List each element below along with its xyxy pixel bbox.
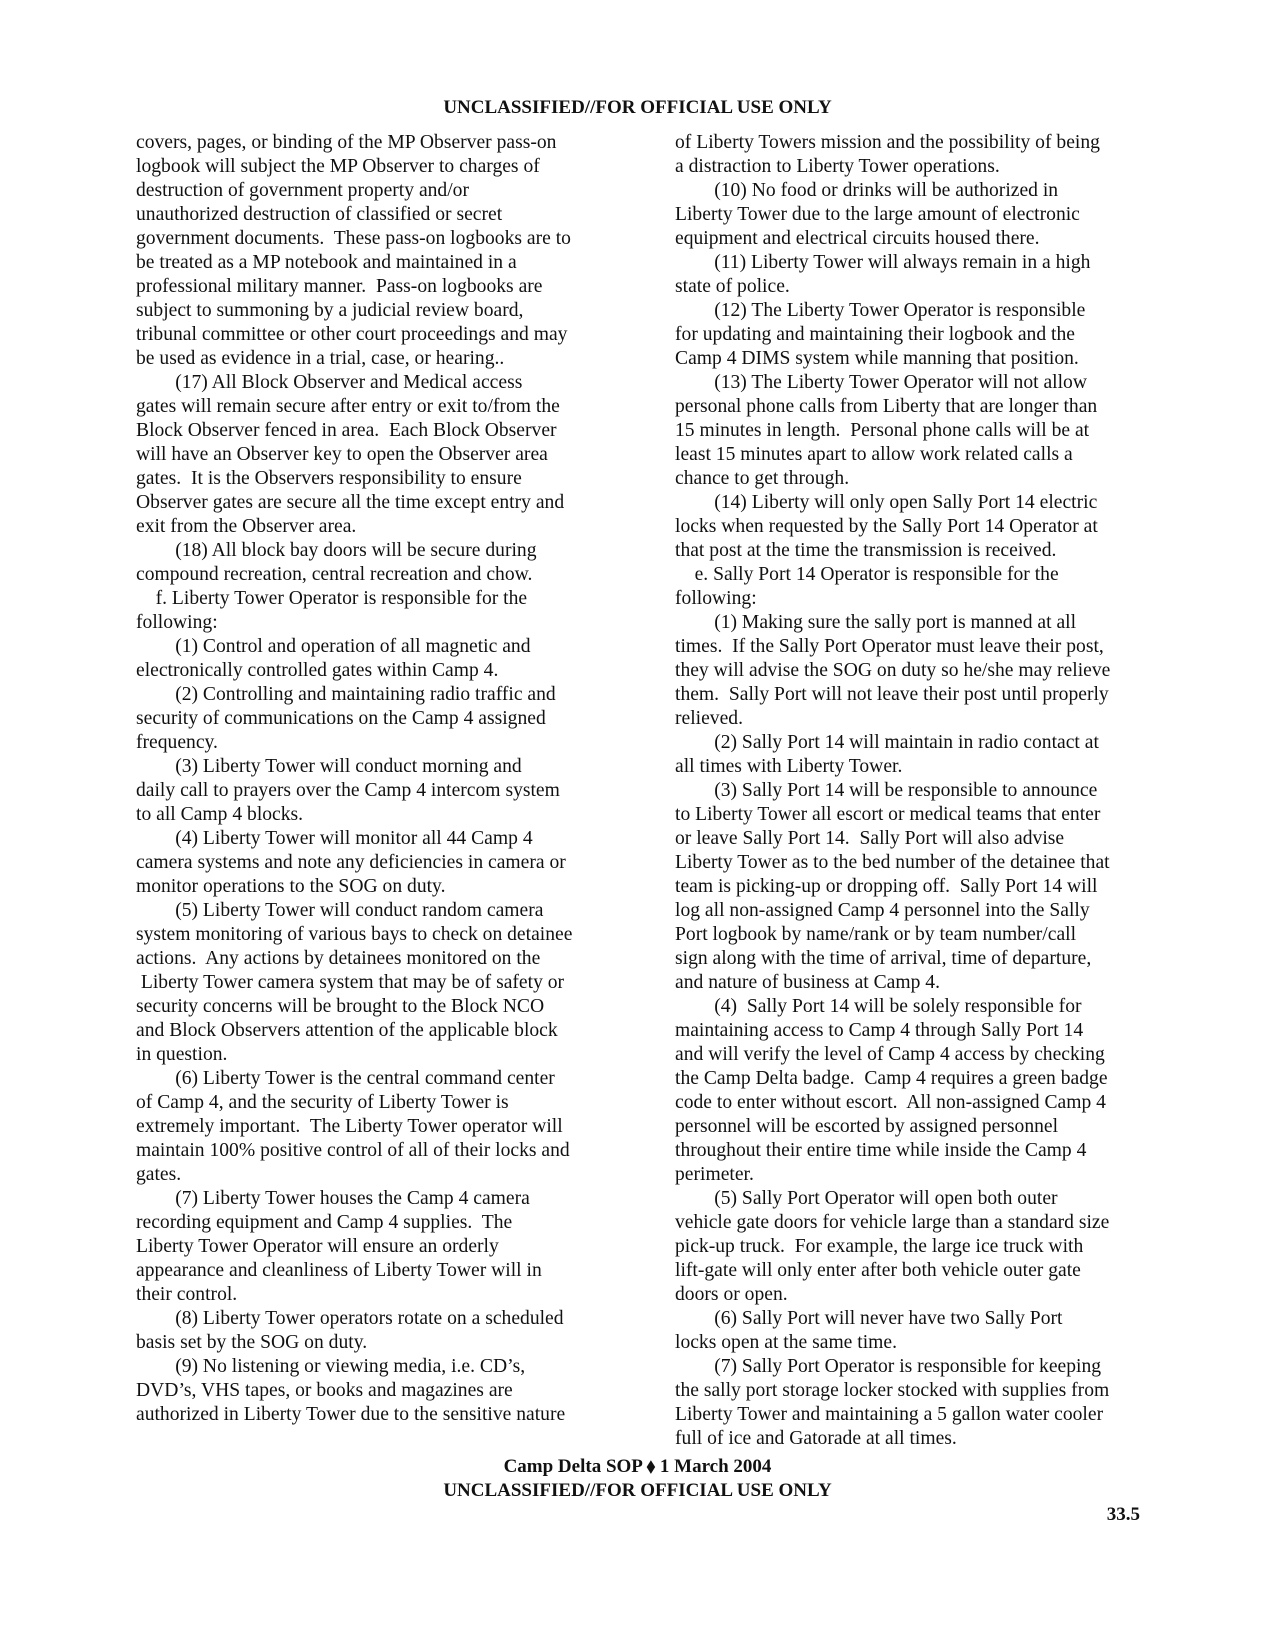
text-line: compound recreation, central recreation and chow. <box>136 564 533 585</box>
text-line: system monitoring of various bays to check on detainee <box>136 924 573 945</box>
text-line: them. Sally Port will not leave their post until properly <box>675 684 1109 705</box>
text-line: (6) Liberty Tower is the central command center <box>136 1068 555 1089</box>
text-line: throughout their entire time while inside the Camp 4 <box>675 1140 1087 1161</box>
text-line: 15 minutes in length. Personal phone calls will be at <box>675 420 1090 441</box>
classification-header <box>0 96 1275 120</box>
text-line: basis set by the SOG on duty. <box>136 1332 368 1353</box>
text-line: Camp 4 DIMS system while manning that position. <box>675 348 1079 369</box>
text-line: to all Camp 4 blocks. <box>136 804 304 825</box>
text-line: sign along with the time of arrival, time of departure, <box>675 948 1092 969</box>
text-line: (3) Liberty Tower will conduct morning and <box>136 756 522 777</box>
text-line: (4) Liberty Tower will monitor all 44 Camp 4 <box>136 828 533 849</box>
text-line: Port logbook by name/rank or by team number/call <box>675 924 1077 945</box>
text-line: lift-gate will only enter after both vehicle outer gate <box>675 1260 1081 1281</box>
text-line: relieved. <box>675 708 743 729</box>
text-line: (2) Controlling and maintaining radio traffic and <box>136 684 556 705</box>
text-line: government documents. These pass-on logbooks are to <box>136 228 571 249</box>
text-line: pick-up truck. For example, the large ice truck with <box>675 1236 1084 1257</box>
text-line: Liberty Tower due to the large amount of electronic <box>675 204 1080 225</box>
text-line: (5) Sally Port Operator will open both outer <box>675 1188 1058 1209</box>
text-line: or leave Sally Port 14. Sally Port will also advise <box>675 828 1065 849</box>
text-line: daily call to prayers over the Camp 4 intercom system <box>136 780 560 801</box>
text-line: logbook will subject the MP Observer to charges of <box>136 156 540 177</box>
text-line: professional military manner. Pass-on logbooks are <box>136 276 543 297</box>
text-line: destruction of government property and/or <box>136 180 469 201</box>
text-line: team is picking-up or dropping off. Sally Port 14 will <box>675 876 1098 897</box>
text-line: their control. <box>136 1284 238 1305</box>
text-line: log all non-assigned Camp 4 personnel into the Sally <box>675 900 1090 921</box>
text-line: following: <box>136 612 218 633</box>
text-line: following: <box>675 588 757 609</box>
left-text-column <box>136 131 621 1427</box>
text-line: in question. <box>136 1044 228 1065</box>
header-classification: UNCLASSIFIED//FOR OFFICIAL USE ONLY <box>443 97 832 118</box>
text-line: (17) All Block Observer and Medical access <box>136 372 523 393</box>
text-line: Block Observer fenced in area. Each Block Observer <box>136 420 557 441</box>
text-line: maintaining access to Camp 4 through Sally Port 14 <box>675 1020 1084 1041</box>
text-line: times. If the Sally Port Operator must leave their post, <box>675 636 1104 657</box>
text-line: DVD’s, VHS tapes, or books and magazines are <box>136 1380 513 1401</box>
text-line: security concerns will be brought to the Block NCO <box>136 996 545 1017</box>
text-line: all times with Liberty Tower. <box>675 756 903 777</box>
text-line: Liberty Tower Operator will ensure an orderly <box>136 1236 499 1257</box>
footer-classification: UNCLASSIFIED//FOR OFFICIAL USE ONLY <box>443 1480 832 1501</box>
text-line: the Camp Delta badge. Camp 4 requires a green badge <box>675 1068 1108 1089</box>
text-line: of Camp 4, and the security of Liberty Tower is <box>136 1092 509 1113</box>
text-line: that post at the time the transmission is received. <box>675 540 1057 561</box>
text-line: (13) The Liberty Tower Operator will not allow <box>675 372 1087 393</box>
text-line: authorized in Liberty Tower due to the sensitive nature <box>136 1404 566 1425</box>
text-line: (7) Liberty Tower houses the Camp 4 camera <box>136 1188 530 1209</box>
text-line: Liberty Tower as to the bed number of the detainee that <box>675 852 1110 873</box>
text-line: equipment and electrical circuits housed there. <box>675 228 1040 249</box>
text-line: extremely important. The Liberty Tower operator will <box>136 1116 563 1137</box>
text-line: (1) Control and operation of all magnetic and <box>136 636 531 657</box>
text-line: to Liberty Tower all escort or medical teams that enter <box>675 804 1101 825</box>
text-line: (2) Sally Port 14 will maintain in radio contact at <box>675 732 1099 753</box>
text-line: (11) Liberty Tower will always remain in a high <box>675 252 1091 273</box>
text-line: (5) Liberty Tower will conduct random camera <box>136 900 544 921</box>
text-line: will have an Observer key to open the Observer area <box>136 444 548 465</box>
text-line: be treated as a MP notebook and maintained in a <box>136 252 517 273</box>
text-line: personal phone calls from Liberty that are longer than <box>675 396 1098 417</box>
text-line: camera systems and note any deficiencies in camera or <box>136 852 566 873</box>
text-line: they will advise the SOG on duty so he/she may relieve <box>675 660 1111 681</box>
text-line: state of police. <box>675 276 790 297</box>
page-number: 33.5 <box>1106 1504 1140 1525</box>
text-line: chance to get through. <box>675 468 850 489</box>
text-line: e. Sally Port 14 Operator is responsible for the <box>675 564 1059 585</box>
footer-title: Camp Delta SOP ⬧ 1 March 2004 <box>503 1456 772 1477</box>
text-line: full of ice and Gatorade at all times. <box>675 1428 957 1449</box>
text-line: and Block Observers attention of the applicable block <box>136 1020 558 1041</box>
text-line: for updating and maintaining their logbook and the <box>675 324 1075 345</box>
text-line: Observer gates are secure all the time except entry and <box>136 492 565 513</box>
text-line: appearance and cleanliness of Liberty Tower will in <box>136 1260 542 1281</box>
text-line: monitor operations to the SOG on duty. <box>136 876 446 897</box>
text-line: covers, pages, or binding of the MP Observer pass-on <box>136 132 557 153</box>
document-footer <box>0 1455 1275 1503</box>
text-line: (7) Sally Port Operator is responsible for keeping <box>675 1356 1102 1377</box>
text-line: (12) The Liberty Tower Operator is responsible <box>675 300 1086 321</box>
text-line: and nature of business at Camp 4. <box>675 972 941 993</box>
text-line: of Liberty Towers mission and the possibility of being <box>675 132 1100 153</box>
text-line: locks open at the same time. <box>675 1332 897 1353</box>
text-line: gates. <box>136 1164 182 1185</box>
text-line: locks when requested by the Sally Port 14 Operator at <box>675 516 1098 537</box>
text-line: f. Liberty Tower Operator is responsible for the <box>136 588 528 609</box>
text-line: (1) Making sure the sally port is manned at all <box>675 612 1077 633</box>
text-line: exit from the Observer area. <box>136 516 357 537</box>
text-line: least 15 minutes apart to allow work related calls a <box>675 444 1073 465</box>
text-line: actions. Any actions by detainees monitored on the <box>136 948 541 969</box>
text-line: (4) Sally Port 14 will be solely responsible for <box>675 996 1082 1017</box>
text-line: vehicle gate doors for vehicle large than a standard size <box>675 1212 1110 1233</box>
text-line: subject to summoning by a judicial review board, <box>136 300 524 321</box>
text-line: personnel will be escorted by assigned personnel <box>675 1116 1059 1137</box>
text-line: the sally port storage locker stocked with supplies from <box>675 1380 1110 1401</box>
text-line: (9) No listening or viewing media, i.e. CD’s, <box>136 1356 526 1377</box>
text-line: (10) No food or drinks will be authorized in <box>675 180 1059 201</box>
text-line: gates will remain secure after entry or exit to/from the <box>136 396 560 417</box>
text-line: (3) Sally Port 14 will be responsible to announce <box>675 780 1098 801</box>
text-line: Liberty Tower camera system that may be of safety or <box>136 972 565 993</box>
text-line: frequency. <box>136 732 218 753</box>
text-line: maintain 100% positive control of all of their locks and <box>136 1140 570 1161</box>
right-text-column <box>675 131 1150 1451</box>
text-line: (14) Liberty will only open Sally Port 14 electric <box>675 492 1098 513</box>
text-line: (8) Liberty Tower operators rotate on a scheduled <box>136 1308 564 1329</box>
text-line: tribunal committee or other court proceedings and may <box>136 324 568 345</box>
text-line: code to enter without escort. All non-assigned Camp 4 <box>675 1092 1106 1113</box>
text-line: recording equipment and Camp 4 supplies. The <box>136 1212 513 1233</box>
text-line: electronically controlled gates within Camp 4. <box>136 660 499 681</box>
text-line: gates. It is the Observers responsibility to ensure <box>136 468 522 489</box>
text-line: (6) Sally Port will never have two Sally Port <box>675 1308 1063 1329</box>
text-line: be used as evidence in a trial, case, or hearing.. <box>136 348 505 369</box>
text-line: unauthorized destruction of classified or secret <box>136 204 503 225</box>
text-line: doors or open. <box>675 1284 788 1305</box>
text-line: (18) All block bay doors will be secure during <box>136 540 537 561</box>
text-line: and will verify the level of Camp 4 access by checking <box>675 1044 1105 1065</box>
text-line: perimeter. <box>675 1164 754 1185</box>
text-line: security of communications on the Camp 4 assigned <box>136 708 546 729</box>
text-line: a distraction to Liberty Tower operations. <box>675 156 1000 177</box>
text-line: Liberty Tower and maintaining a 5 gallon water cooler <box>675 1404 1104 1425</box>
